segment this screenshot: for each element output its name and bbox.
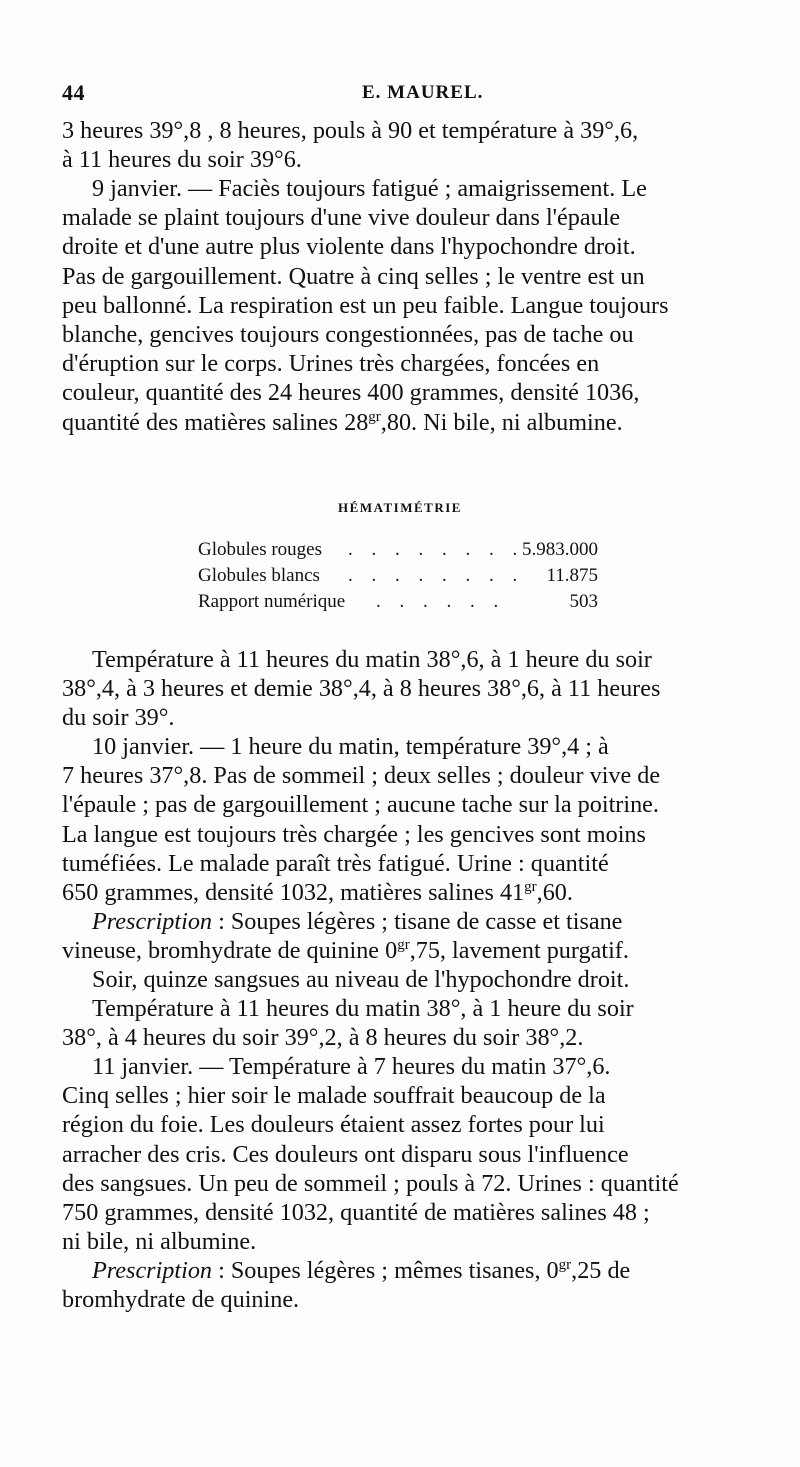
text-line [62, 1256, 766, 1285]
text-line [62, 408, 766, 437]
text-line: 10 janvier. — 1 heure du matin, température 39°,4 ; à [92, 733, 609, 760]
paragraph-temperatures-9 [62, 645, 766, 733]
unit-superscript: gr [368, 408, 381, 425]
text-run: ,60. [536, 879, 573, 907]
text-run: : Soupes légères ; tisane de casse et tisane [212, 908, 623, 935]
text-line: blanche, gencives toujours congestionnées, pas de tache ou [62, 321, 634, 349]
page-number: 44 [62, 80, 85, 105]
table-title: HÉMATIMÉTRIE [338, 500, 462, 515]
text-line: 3 heures 39°,8 , 8 heures, pouls à 90 et température à 39°,6, [62, 117, 639, 144]
text-line: tuméfiées. Le malade paraît très fatigué. Urine : quantité [62, 849, 609, 877]
text-line: d'éruption sur le corps. Urines très chargées, foncées en [62, 350, 600, 378]
leader-dots: . . . . . . . . [348, 539, 525, 560]
hematimetry-table [198, 537, 598, 615]
text-line: l'épaule ; pas de gargouillement ; aucune tache sur la poitrine. [62, 791, 659, 819]
text-line: du soir 39°. [62, 704, 175, 732]
text-run: ,25 de [571, 1257, 631, 1284]
text-line: 9 janvier. — Faciès toujours fatigué ; amaigrissement. Le [92, 175, 647, 202]
row-label: Globules blancs [198, 565, 320, 586]
text-line: couleur, quantité des 24 heures 400 grammes, densité 1036, [62, 379, 640, 407]
text-line: 38°,4, à 3 heures et demie 38°,4, à 8 heures 38°,6, à 11 heures [62, 675, 661, 703]
text-line [62, 878, 766, 907]
text-line [62, 936, 766, 965]
text-line: bromhydrate de quinine. [62, 1286, 300, 1314]
paragraph-continuation [62, 116, 766, 174]
text-line: Température à 11 heures du matin 38°, à 1 heure du soir [92, 995, 634, 1022]
text-line: Soir, quinze sangsues au niveau de l'hypochondre droit. [92, 966, 630, 993]
text-run: 650 grammes, densité 1032, matières salines 41 [62, 879, 525, 907]
leader-dots: . . . . . . . . [348, 565, 525, 586]
row-value: 503 [569, 591, 598, 612]
paragraph-11-janvier [62, 1052, 766, 1256]
row-label: Globules rouges [198, 539, 323, 560]
unit-superscript: gr [524, 879, 537, 896]
paragraph-10-janvier [62, 732, 766, 907]
row-value: 5.983.000 [522, 539, 598, 560]
text-line: 11 janvier. — Température à 7 heures du matin 37°,6. [92, 1053, 611, 1080]
text-line: région du foie. Les douleurs étaient assez fortes pour lui [62, 1111, 605, 1139]
text-run: ,80. Ni bile, ni albumine. [380, 408, 623, 436]
leader-dots: . . . . . . [376, 591, 506, 612]
text-run: : Soupes légères ; mêmes tisanes, 0 [212, 1257, 559, 1284]
text-line: à 11 heures du soir 39°6. [62, 146, 302, 174]
table-row [198, 563, 598, 589]
row-value: 11.875 [546, 565, 598, 586]
text-line: droite et d'une autre plus violente dans l'hypochondre droit. [62, 233, 636, 261]
text-line: arracher des cris. Ces douleurs ont disparu sous l'influence [62, 1140, 629, 1168]
prescription-label: Prescription [92, 1257, 213, 1284]
text-line: Température à 11 heures du matin 38°,6, à 1 heure du soir [92, 646, 652, 673]
text-line: ni bile, ni albumine. [62, 1228, 257, 1256]
text-line [62, 907, 766, 936]
text-line: 7 heures 37°,8. Pas de sommeil ; deux selles ; douleur vive de [62, 762, 661, 790]
text-line: peu ballonné. La respiration est un peu faible. Langue toujours [62, 291, 669, 319]
text-run: vineuse, bromhydrate de quinine 0 [62, 937, 398, 965]
prescription-label: Prescription [92, 908, 213, 935]
table-row [198, 589, 598, 615]
unit-superscript: gr [558, 1257, 572, 1273]
text-line: des sangsues. Un peu de sommeil ; pouls à 72. Urines : quantité [62, 1169, 679, 1197]
row-label: Rapport numérique [198, 591, 346, 612]
paragraph-temperatures-10 [62, 994, 766, 1052]
text-run: ,75, lavement purgatif. [409, 937, 629, 965]
running-title: E. MAUREL. [362, 82, 484, 103]
text-line: Pas de gargouillement. Quatre à cinq selles ; le ventre est un [62, 262, 645, 290]
text-line: 750 grammes, densité 1032, quantité de matières salines 48 ; [62, 1199, 650, 1227]
paragraph-sangsues [62, 965, 766, 994]
text-line: 38°, à 4 heures du soir 39°,2, à 8 heures du soir 38°,2. [62, 1024, 584, 1052]
table-row [198, 537, 598, 563]
text-line: Cinq selles ; hier soir le malade souffrait beaucoup de la [62, 1082, 606, 1110]
unit-superscript: gr [397, 937, 410, 954]
text-line: malade se plaint toujours d'une vive douleur dans l'épaule [62, 204, 621, 232]
text-run: quantité des matières salines 28 [62, 408, 369, 436]
paragraph-prescription-10 [62, 907, 766, 965]
text-line: La langue est toujours très chargée ; les gencives sont moins [62, 820, 646, 848]
paragraph-9-janvier [62, 174, 766, 437]
paragraph-prescription-11 [62, 1256, 766, 1314]
page-header [62, 80, 762, 110]
